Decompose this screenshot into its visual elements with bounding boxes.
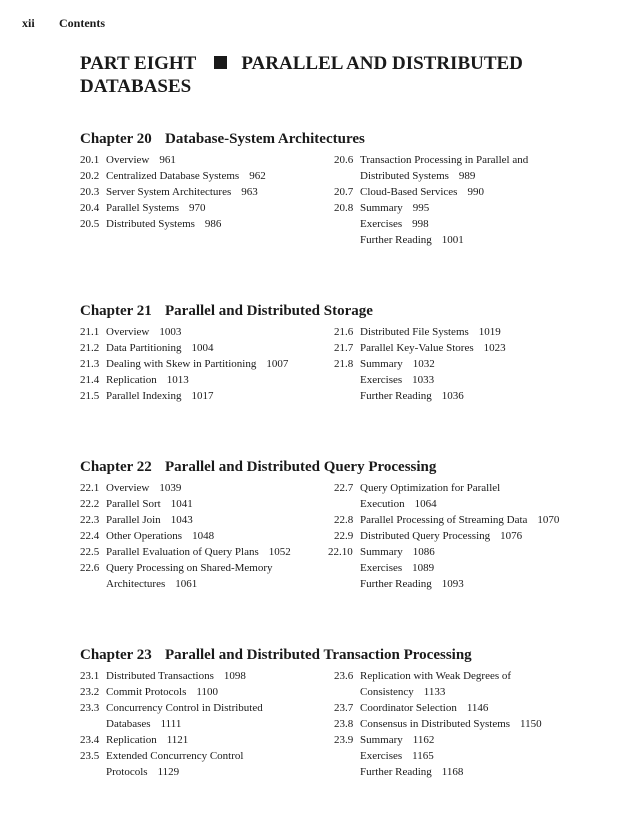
section-number: 20.3 [80, 186, 100, 198]
page-ref: 986 [204, 218, 222, 230]
page-ref: 1001 [441, 234, 464, 246]
section-number: 23.9 [334, 734, 354, 746]
toc-entry[interactable] [80, 216, 330, 232]
section-number [334, 748, 360, 764]
toc-entry[interactable] [334, 200, 627, 216]
section-title: Centralized Database Systems [106, 170, 240, 182]
chapter-title: Parallel and Distributed Storage [165, 303, 373, 319]
toc-entry[interactable] [334, 340, 627, 356]
part-label: PART EIGHT [80, 53, 197, 74]
section-number [334, 232, 360, 248]
section-title: Exercises [360, 750, 403, 762]
section-number: 22.7 [334, 482, 354, 494]
section-number: 22.6 [80, 562, 100, 574]
section-title: Extended Concurrency Control [106, 750, 244, 762]
chapter-number: Chapter 22 [80, 459, 152, 475]
section-number: 21.8 [334, 358, 354, 370]
section-title: Parallel Sort [106, 498, 161, 510]
toc-entry[interactable] [80, 668, 330, 684]
toc-entry[interactable] [80, 732, 330, 748]
section-title: Distributed Query Processing [360, 530, 491, 542]
section-title: Further Reading [360, 578, 432, 590]
page-ref: 990 [467, 186, 484, 198]
toc-entry[interactable] [80, 544, 330, 560]
section-title: Data Partitioning [106, 342, 182, 354]
toc-entry[interactable] [334, 152, 627, 168]
toc-entry[interactable] [80, 184, 330, 200]
toc-entry[interactable] [334, 168, 627, 184]
page-ref: 1093 [441, 578, 464, 590]
section-number: 20.2 [80, 170, 100, 182]
section-number: 20.6 [334, 154, 354, 166]
toc-entry[interactable] [334, 356, 627, 372]
page-ref: 1017 [191, 390, 214, 402]
page-ref: 1089 [412, 562, 435, 574]
page-ref: 1168 [441, 766, 464, 778]
section-title: Replication [106, 734, 157, 746]
toc-entry[interactable] [80, 716, 330, 732]
section-number: 23.7 [334, 702, 354, 714]
chapter-heading [80, 128, 600, 150]
section-title: Concurrency Control in Distributed [106, 702, 263, 714]
section-title: Query Optimization for Parallel [360, 482, 501, 494]
section-number: 21.3 [80, 358, 100, 370]
page-ref: 989 [458, 170, 476, 182]
toc-entry[interactable] [80, 560, 330, 576]
page-ref: 1133 [423, 686, 446, 698]
page-ref: 1064 [414, 498, 437, 510]
toc-column-right [334, 152, 627, 248]
section-title: Parallel Evaluation of Query Plans [106, 546, 259, 558]
section-title: Exercises [360, 374, 403, 386]
section-title: Query Processing on Shared-Memory [106, 562, 273, 574]
toc-entry[interactable] [334, 668, 627, 684]
toc-column-left [80, 668, 330, 780]
toc-entry[interactable] [80, 576, 330, 592]
section-title: Cloud-Based Services [360, 186, 458, 198]
page-ref: 1146 [466, 702, 489, 714]
page-ref: 963 [241, 186, 258, 198]
page-ref: 1043 [170, 514, 193, 526]
section-number: 23.5 [80, 750, 100, 762]
section-title: Databases [106, 718, 151, 730]
toc-entry[interactable] [334, 560, 627, 576]
page-ref: 1048 [192, 530, 215, 542]
page-ref: 1076 [500, 530, 523, 542]
toc-entry[interactable] [80, 764, 330, 780]
toc-entry[interactable] [80, 512, 330, 528]
section-title: Parallel Key-Value Stores [360, 342, 474, 354]
section-number: 23.1 [80, 670, 100, 682]
toc-entry[interactable] [80, 748, 330, 764]
toc-column-left [80, 480, 330, 592]
section-title: Exercises [360, 562, 403, 574]
toc-entry[interactable] [80, 356, 330, 372]
page-ref: 995 [412, 202, 430, 214]
section-number: 20.4 [80, 202, 100, 214]
section-number [80, 576, 106, 592]
section-number: 20.7 [334, 186, 354, 198]
page-ref: 1036 [441, 390, 464, 402]
page-ref: 998 [412, 218, 429, 230]
section-title: Server System Architectures [106, 186, 232, 198]
section-title: Replication with Weak Degrees of [360, 670, 512, 682]
page-ref: 1061 [175, 578, 198, 590]
section-title: Parallel Systems [106, 202, 180, 214]
section-number: 22.4 [80, 530, 100, 542]
toc-entry[interactable] [334, 480, 627, 496]
page-ref: 1098 [223, 670, 246, 682]
section-number: 20.5 [80, 218, 100, 230]
section-title: Further Reading [360, 390, 432, 402]
toc-entry[interactable] [80, 340, 330, 356]
toc-entry[interactable] [334, 496, 627, 512]
section-number: 23.4 [80, 734, 100, 746]
toc-entry[interactable] [80, 528, 330, 544]
chapter-number: Chapter 21 [80, 303, 152, 319]
page-ref: 1150 [520, 718, 542, 730]
section-number [334, 496, 360, 512]
section-number: 23.8 [334, 718, 354, 730]
toc-entry[interactable] [334, 748, 627, 764]
section-number: 20.8 [334, 202, 354, 214]
page-ref: 1039 [159, 482, 182, 494]
page-ref: 1023 [483, 342, 506, 354]
section-title: Further Reading [360, 234, 432, 246]
section-title: Further Reading [360, 766, 432, 778]
toc-entry[interactable] [80, 168, 330, 184]
section-title: Coordinator Selection [360, 702, 457, 714]
toc-column-right [334, 324, 627, 404]
section-title: Parallel Indexing [106, 390, 182, 402]
section-title: Commit Protocols [106, 686, 187, 698]
part-title-line1: PARALLEL AND DISTRIBUTED [241, 53, 523, 74]
section-title: Dealing with Skew in Partitioning [106, 358, 257, 370]
section-number: 23.2 [80, 686, 100, 698]
page-ref: 961 [159, 154, 176, 166]
page-ref: 1052 [268, 546, 291, 558]
part-heading [80, 52, 560, 98]
running-header [22, 16, 105, 31]
toc-entry[interactable] [334, 184, 627, 200]
section-number: 21.2 [80, 342, 100, 354]
toc-entry[interactable] [334, 528, 627, 544]
page-ref: 1032 [412, 358, 435, 370]
section-number: 22.5 [80, 546, 100, 558]
section-title: Distributed Systems [106, 218, 195, 230]
toc-entry[interactable] [80, 480, 330, 496]
toc-entry[interactable] [334, 716, 627, 732]
toc-entry[interactable] [334, 732, 627, 748]
toc-entry[interactable] [80, 496, 330, 512]
section-title: Distributed File Systems [360, 326, 469, 338]
toc-entry[interactable] [334, 372, 627, 388]
section-title: Replication [106, 374, 157, 386]
section-number: 22.1 [80, 482, 100, 494]
page-ref: 1100 [196, 686, 218, 698]
section-number [80, 716, 106, 732]
section-number: 23.3 [80, 702, 100, 714]
toc-column-left [80, 324, 330, 404]
page-ref: 1165 [412, 750, 434, 762]
toc-entry[interactable] [334, 512, 627, 528]
page-ref: 1019 [478, 326, 501, 338]
section-number: 20.1 [80, 154, 100, 166]
part-title-line2: DATABASES [80, 76, 192, 97]
section-title: Overview [106, 326, 150, 338]
page-ref: 1013 [166, 374, 189, 386]
toc-entry[interactable] [80, 372, 330, 388]
toc-entry[interactable] [328, 544, 627, 560]
section-title: Overview [106, 154, 150, 166]
chapter-heading [80, 644, 600, 666]
section-number [334, 388, 360, 404]
section-number: 22.8 [334, 514, 354, 526]
page-ref: 1041 [170, 498, 193, 510]
toc-column-right [328, 480, 627, 592]
page-ref: 1007 [266, 358, 289, 370]
toc-entry[interactable] [80, 684, 330, 700]
page-ref: 1086 [412, 546, 435, 558]
section-title: Distributed Systems [360, 170, 449, 182]
toc-entry[interactable] [334, 764, 627, 780]
section-title: Parallel Join [106, 514, 161, 526]
section-number: 21.1 [80, 326, 100, 338]
section-number [334, 684, 360, 700]
toc-entry[interactable] [80, 324, 330, 340]
section-number: 23.6 [334, 670, 354, 682]
chapter-title: Parallel and Distributed Query Processing [165, 459, 437, 475]
section-title: Overview [106, 482, 150, 494]
section-number: 22.2 [80, 498, 100, 510]
toc-entry[interactable] [334, 216, 627, 232]
section-number [334, 168, 360, 184]
section-title: Architectures [106, 578, 166, 590]
section-title: Transaction Processing in Parallel and [360, 154, 529, 166]
toc-entry[interactable] [334, 232, 627, 248]
page-ref: 1003 [159, 326, 182, 338]
chapter-22 [80, 456, 600, 592]
toc-entry[interactable] [334, 684, 627, 700]
section-title: Other Operations [106, 530, 183, 542]
chapter-number: Chapter 23 [80, 647, 152, 663]
section-title: Summary [360, 358, 403, 370]
section-number [334, 576, 360, 592]
square-bullet-icon [214, 56, 227, 69]
page-ref: 1033 [412, 374, 435, 386]
section-title: Distributed Transactions [106, 670, 214, 682]
chapter-23 [80, 644, 600, 780]
section-number: 21.7 [334, 342, 354, 354]
toc-entry[interactable] [334, 700, 627, 716]
page-ref: 1004 [191, 342, 214, 354]
section-number [334, 560, 360, 576]
section-title: Summary [360, 202, 403, 214]
chapter-number: Chapter 20 [80, 131, 152, 147]
toc-entry[interactable] [334, 576, 627, 592]
section-title: Exercises [360, 218, 403, 230]
section-title: Consensus in Distributed Systems [360, 718, 511, 730]
chapter-heading [80, 456, 600, 478]
toc-column-left [80, 152, 330, 232]
section-number: 21.5 [80, 390, 100, 402]
section-title: Summary [360, 734, 403, 746]
chapter-title: Database-System Architectures [165, 131, 365, 147]
page-ref: 962 [249, 170, 266, 182]
section-number [334, 764, 360, 780]
toc-entry[interactable] [80, 700, 330, 716]
page-ref: 970 [189, 202, 206, 214]
toc-column-right [334, 668, 627, 780]
page-number: xii [22, 16, 35, 30]
chapter-heading [80, 300, 600, 322]
section-title: Execution [360, 498, 405, 510]
chapter-title: Parallel and Distributed Transaction Processing [165, 647, 472, 663]
section-number: 22.9 [334, 530, 354, 542]
toc-entry[interactable] [80, 388, 330, 404]
section-number: 22.10 [328, 546, 353, 558]
toc-entry[interactable] [334, 324, 627, 340]
toc-entry[interactable] [334, 388, 627, 404]
page-ref: 1121 [166, 734, 189, 746]
section-title: Summary [360, 546, 403, 558]
section-number: 21.4 [80, 374, 100, 386]
section-number: 22.3 [80, 514, 100, 526]
running-title: Contents [59, 16, 106, 30]
section-title: Parallel Processing of Streaming Data [360, 514, 528, 526]
page-ref: 1111 [160, 718, 182, 730]
page-ref: 1162 [412, 734, 435, 746]
section-number [334, 216, 360, 232]
page-ref: 1070 [537, 514, 560, 526]
section-number [334, 372, 360, 388]
section-number [80, 764, 106, 780]
chapter-21 [80, 300, 600, 404]
section-title: Consistency [360, 686, 414, 698]
toc-entry[interactable] [80, 200, 330, 216]
chapter-20 [80, 128, 600, 248]
section-title: Protocols [106, 766, 148, 778]
page-ref: 1129 [157, 766, 180, 778]
toc-entry[interactable] [80, 152, 330, 168]
section-number: 21.6 [334, 326, 354, 338]
